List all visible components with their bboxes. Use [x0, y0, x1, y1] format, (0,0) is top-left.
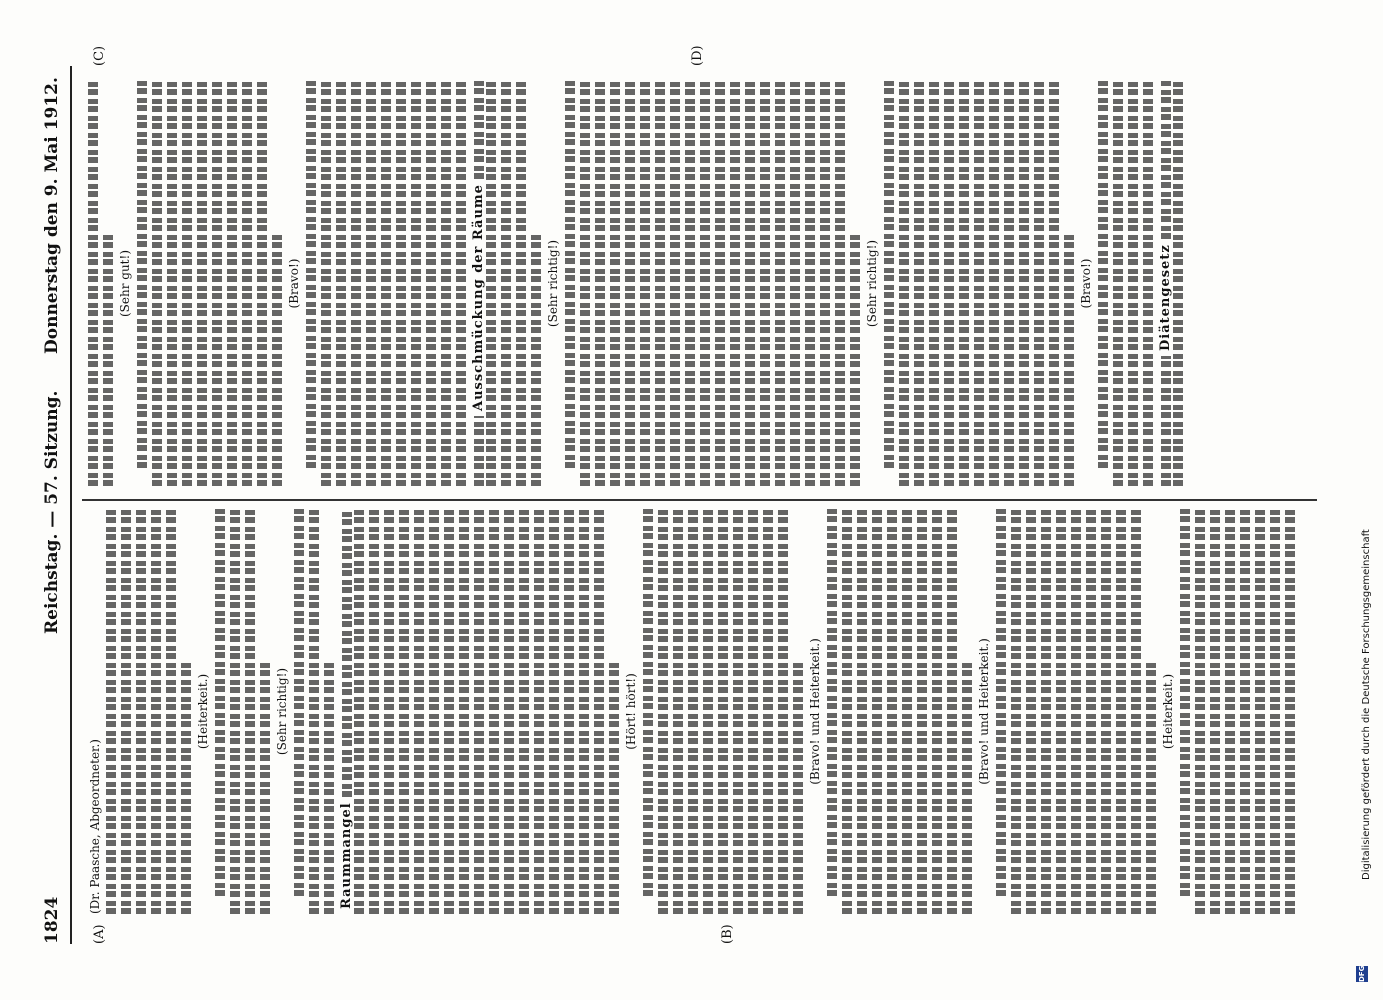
text-line: [565, 81, 575, 468]
text-line: [1071, 509, 1081, 914]
text-line: [1098, 81, 1108, 468]
text-line: [103, 235, 113, 486]
text-line: [670, 81, 680, 486]
text-line: [474, 416, 484, 486]
interjection: (Sehr richtig!): [546, 239, 560, 328]
text-line: [872, 509, 882, 914]
text-line: [700, 81, 710, 486]
text-line: [594, 509, 604, 914]
text-line: [182, 81, 192, 486]
text-line: [321, 81, 331, 486]
text-line: [733, 509, 743, 914]
text-line: [411, 81, 421, 486]
text-line: [1173, 81, 1183, 486]
text-line: [88, 81, 98, 486]
text-line: [625, 81, 635, 486]
paragraph-start-raummangel: [339, 509, 354, 914]
text-line: [944, 81, 954, 486]
text-line: [396, 81, 406, 486]
interjection: (Sehr gut!): [118, 249, 132, 318]
text-line: [1064, 235, 1074, 486]
text-line: [486, 81, 496, 486]
text-line: [426, 81, 436, 486]
text-line: [1034, 81, 1044, 486]
right-column: [88, 81, 1313, 486]
paragraph-start-ausschmueckung: [471, 81, 486, 486]
text-line: [745, 81, 755, 486]
text-line: [899, 81, 909, 486]
text-line: [501, 81, 511, 486]
text-line: [715, 81, 725, 486]
left-column: [88, 509, 1313, 914]
text-line: [227, 81, 237, 486]
interjection: (Bravo!): [287, 258, 301, 309]
text-line: [917, 509, 927, 914]
margin-letter-a: (A): [92, 924, 107, 944]
text-line: [1143, 81, 1153, 486]
text-line: [1128, 81, 1138, 486]
text-line: [519, 509, 529, 914]
text-line: [1056, 509, 1066, 914]
interjection: (Sehr richtig!): [865, 239, 879, 328]
text-line: [245, 509, 255, 914]
text-line: [242, 81, 252, 486]
text-line: [167, 81, 177, 486]
text-line: [914, 81, 924, 486]
text-line: [306, 81, 316, 468]
text-line: [354, 509, 364, 914]
text-line: [294, 509, 304, 896]
text-line: [1049, 81, 1059, 486]
text-line: [1026, 509, 1036, 914]
margin-letter-d: (D): [690, 45, 705, 66]
text-line: [474, 81, 484, 179]
text-line: [718, 509, 728, 914]
text-line: [272, 235, 282, 486]
text-line: [1086, 509, 1096, 914]
text-line: [1285, 509, 1295, 914]
text-line: [996, 509, 1006, 896]
text-line: [121, 509, 131, 914]
text-line: [673, 509, 683, 914]
text-line: [549, 509, 559, 914]
text-line: [929, 81, 939, 486]
text-line: [384, 509, 394, 914]
text-line: [835, 81, 845, 486]
dfg-logo: DFG: [1358, 965, 1366, 982]
text-line: [1019, 81, 1029, 486]
text-line: [106, 509, 116, 914]
text-line: [748, 509, 758, 914]
text-line: [884, 81, 894, 468]
text-line: [369, 509, 379, 914]
text-line: [429, 509, 439, 914]
text-line: [336, 81, 346, 486]
paragraph-line-diaetengesetz: [1158, 81, 1173, 486]
text-line: [793, 663, 803, 914]
text-line: [763, 509, 773, 914]
keyword-ausschmueckung: Ausschmückung der Räume: [471, 184, 486, 411]
margin-letter-c: (C): [92, 45, 107, 66]
text-line: [962, 663, 972, 914]
text-line: [366, 81, 376, 486]
running-header: [42, 66, 68, 944]
speaker-prefix: (Dr. Paasche, Abgeordneter.): [88, 739, 102, 914]
margin-letter-b: (B): [720, 924, 735, 944]
text-line: [489, 509, 499, 914]
text-line: [827, 509, 837, 896]
keyword-diaetengesetz: Diätengesetz: [1158, 244, 1173, 351]
text-line: [564, 509, 574, 914]
text-line: [1116, 509, 1126, 914]
text-line: [1210, 509, 1220, 914]
text-line: [775, 81, 785, 486]
text-line: [351, 81, 361, 486]
text-line: [1225, 509, 1235, 914]
text-line: [324, 663, 334, 914]
text-line: [257, 81, 267, 486]
digitization-note: Digitalisierung gefördert durch die Deutsche Forschungsgemeinschaft: [1361, 529, 1372, 880]
text-line: [778, 509, 788, 914]
text-line: [932, 509, 942, 914]
interjection: (Bravo! und Heiterkeit.): [977, 638, 991, 785]
text-line: [989, 81, 999, 486]
text-line: [260, 663, 270, 914]
text-line: [215, 509, 225, 896]
interjection: (Bravo!): [1079, 258, 1093, 309]
text-line: [1240, 509, 1250, 914]
text-line: [820, 81, 830, 486]
text-line: [1180, 509, 1190, 896]
text-line: [166, 509, 176, 914]
text-line: [531, 235, 541, 486]
text-line: [1131, 509, 1141, 914]
text-line: [730, 81, 740, 486]
text-line: [504, 509, 514, 914]
text-line: [459, 509, 469, 914]
text-line: [959, 81, 969, 486]
text-line: [381, 81, 391, 486]
text-line: [444, 509, 454, 914]
text-line: [1270, 509, 1280, 914]
text-line: [760, 81, 770, 486]
text-line: [399, 509, 409, 914]
text-line: [640, 81, 650, 486]
text-line: [902, 509, 912, 914]
column-divider: [82, 499, 1317, 501]
text-line: [579, 509, 589, 914]
text-line: [609, 663, 619, 914]
header-rule: [70, 66, 72, 944]
text-line: [1195, 509, 1205, 914]
session-date: Donnerstag den 9. Mai 1912.: [42, 77, 62, 354]
text-line: [474, 509, 484, 914]
text-line: [181, 663, 191, 914]
text-line: [1004, 81, 1014, 486]
interjection: (Sehr richtig!): [275, 667, 289, 756]
text-line: [197, 81, 207, 486]
text-line: [703, 509, 713, 914]
text-line: [974, 81, 984, 486]
text-line: [151, 509, 161, 914]
text-line: [152, 81, 162, 486]
text-line: [534, 509, 544, 914]
text-line: [456, 81, 466, 486]
text-line: [610, 81, 620, 486]
interjection: (Hört! hört!): [624, 673, 638, 750]
text-line: [1255, 509, 1265, 914]
text-line: [441, 81, 451, 486]
text-line: [655, 81, 665, 486]
text-line: [842, 509, 852, 914]
keyword-raummangel: Raummangel: [339, 802, 354, 909]
text-line: [1101, 509, 1111, 914]
text-line: [516, 81, 526, 486]
text-line: [1113, 81, 1123, 486]
text-line: [887, 509, 897, 914]
text-line: [230, 509, 240, 914]
text-line: [137, 81, 147, 468]
text-line: [850, 235, 860, 486]
text-line: [342, 509, 352, 797]
page-number: 1824: [42, 896, 62, 944]
text-line: [1011, 509, 1021, 914]
text-line: [580, 81, 590, 486]
text-line: [947, 509, 957, 914]
text-line: [309, 509, 319, 914]
text-line: [790, 81, 800, 486]
text-line: [685, 81, 695, 486]
interjection: (Bravo! und Heiterkeit.): [808, 638, 822, 785]
text-line: [857, 509, 867, 914]
text-line: [688, 509, 698, 914]
text-line: [136, 509, 146, 914]
text-line: [805, 81, 815, 486]
interjection: (Heiterkeit.): [1161, 673, 1175, 750]
text-line: [1161, 81, 1171, 239]
text-line: [595, 81, 605, 486]
text-line: [1146, 663, 1156, 914]
text-line: [212, 81, 222, 486]
text-line: [1161, 356, 1171, 486]
interjection: (Heiterkeit.): [196, 673, 210, 750]
text-line: [658, 509, 668, 914]
text-line: [414, 509, 424, 914]
text-line: [1041, 509, 1051, 914]
text-line: [643, 509, 653, 896]
session-title: Reichstag. — 57. Sitzung.: [42, 390, 62, 634]
